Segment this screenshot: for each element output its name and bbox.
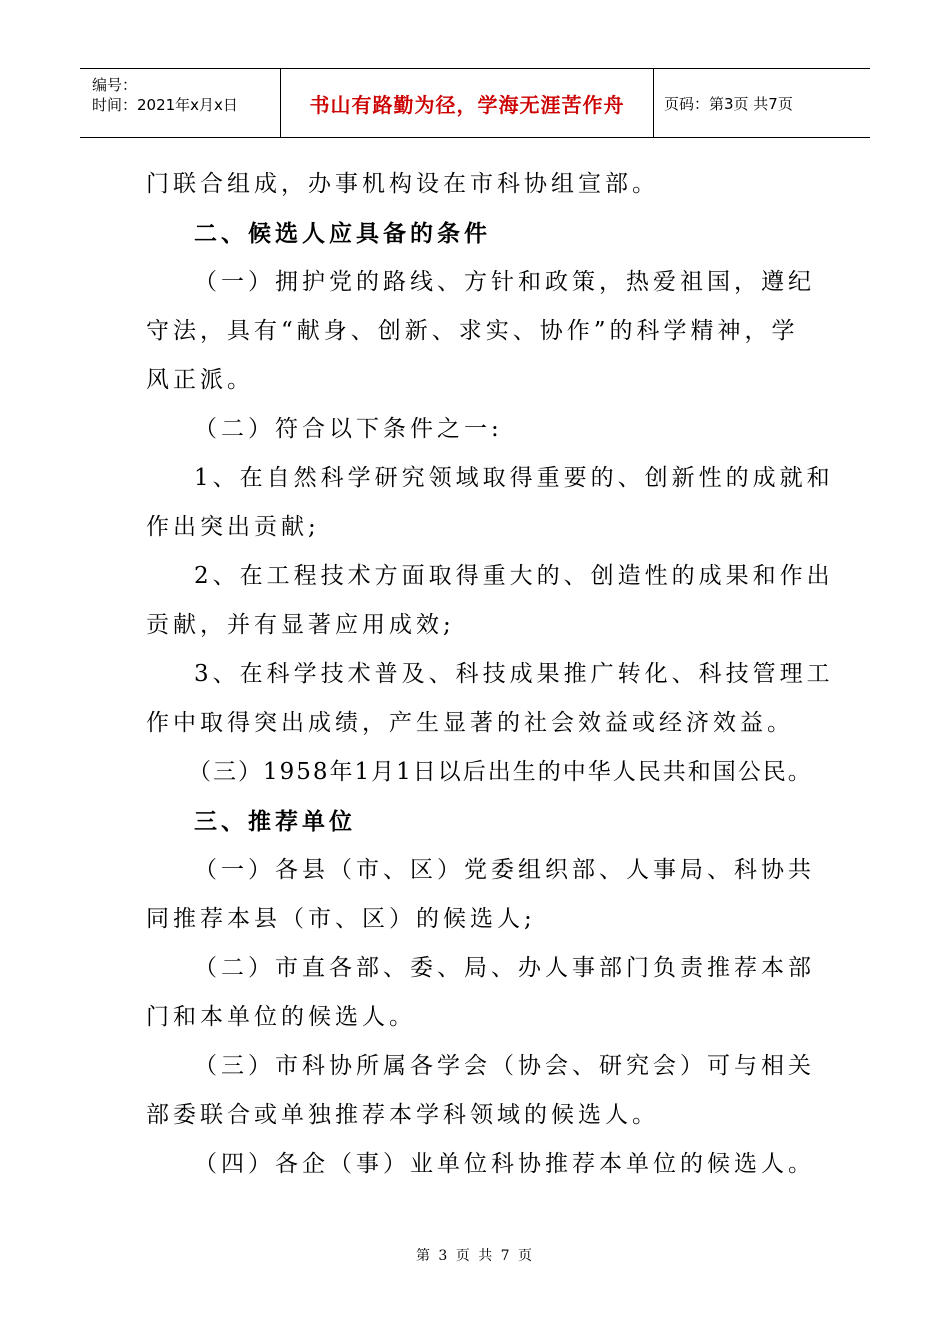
section-heading: 三、推荐单位 (194, 808, 356, 835)
document-body (146, 160, 834, 1189)
document-number-label: 编号： (92, 76, 138, 94)
paragraph-line: （三）1958年1月1日以后出生的中华人民共和国公民。 (188, 759, 813, 785)
header-page-info: 页码：第3页 共7页 (664, 94, 793, 113)
page-header (80, 68, 870, 138)
paragraph-line: 1、在自然科学研究领域取得重要的、创新性的成就和 (194, 465, 834, 491)
header-meta (80, 69, 280, 137)
paragraph-line: 风正派。 (146, 367, 254, 393)
paragraph-line: 部委联合或单独推荐本学科领域的候选人。 (146, 1102, 659, 1128)
paragraph-line: 2、在工程技术方面取得重大的、创造性的成果和作出 (194, 563, 834, 589)
paragraph-line: （二）符合以下条件之一: (194, 416, 503, 442)
paragraph-line: （二）市直各部、委、局、办人事部门负责推荐本部 (194, 955, 815, 981)
document-time-label: 时间：2021年x月x日 (92, 96, 238, 114)
paragraph-line: 贡献，并有显著应用成效; (146, 612, 455, 638)
paragraph-line: （一）各县（市、区）党委组织部、人事局、科协共 (194, 857, 815, 883)
paragraph-line: 3、在科学技术普及、科技成果推广转化、科技管理工 (194, 661, 834, 687)
paragraph-line: （三）市科协所属各学会（协会、研究会）可与相关 (194, 1053, 815, 1079)
paragraph-line: （一）拥护党的路线、方针和政策，热爱祖国，遵纪 (194, 269, 815, 295)
paragraph-line: 作出突出贡献; (146, 514, 320, 540)
section-heading: 二、候选人应具备的条件 (194, 220, 491, 247)
paragraph-line: 作中取得突出成绩，产生显著的社会效益或经济效益。 (146, 710, 794, 736)
paragraph-line: 门联合组成，办事机构设在市科协组宣部。 (146, 171, 659, 197)
paragraph-line: （四）各企（事）业单位科协推荐本单位的候选人。 (194, 1151, 815, 1177)
page-footer: 第 3 页 共 7 页 (415, 1248, 535, 1264)
paragraph-line: 同推荐本县（市、区）的候选人; (146, 906, 536, 932)
paragraph-line: 守法，具有“献身、创新、求实、协作”的科学精神，学 (146, 318, 799, 344)
header-motto: 书山有路勤为径，学海无涯苦作舟 (280, 69, 654, 137)
paragraph-line: 门和本单位的候选人。 (146, 1004, 416, 1030)
